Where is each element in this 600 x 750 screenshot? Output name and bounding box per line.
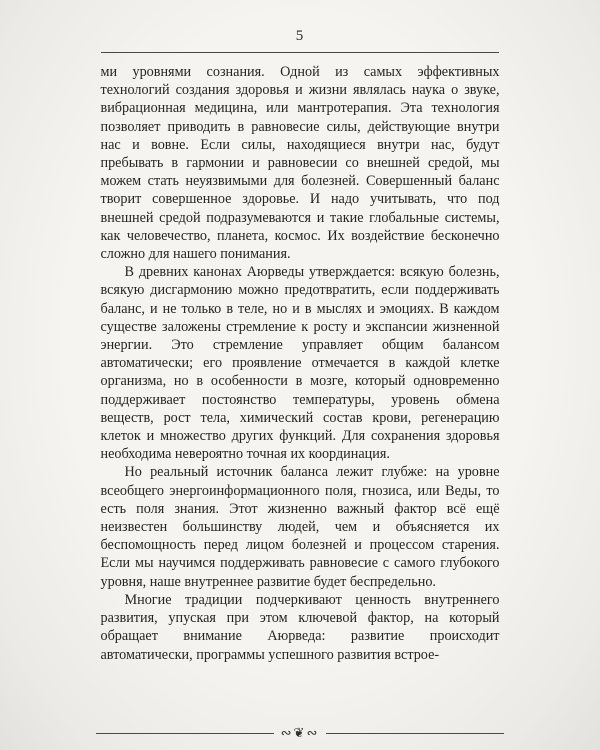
footer-rule-left bbox=[96, 733, 274, 734]
footer-ornament-row bbox=[96, 727, 504, 740]
paragraph: ми уровнями сознания. Одной из самых эффективных технологий создания здоровья и жизни являлась наука о звуке, вибрационная медицина, или мантротерапия. Эта технология позволяет приводить в равновесие силы, действующие внутри нас и вовне. Если силы, находящиеся внутри нас, будут пребывать в гармонии и равновесии со внешней средой, мы можем стать неуязвимыми для болезней. Совершенный баланс творит совершенное здоровье. И надо учитывать, что под внешней средой подразумеваются и такие глобальные системы, как человечество, планета, космос. Их воздействие бесконечно сложно для нашего понимания. bbox=[100, 64, 500, 263]
header-rule bbox=[101, 52, 499, 53]
paragraph: Но реальный источник баланса лежит глубже: на уровне всеобщего энергоинформационного поля, гнозиса, или Веды, то есть поля знания. Этот жизненно важный фактор всё ещё неизвестен большинству людей, чем и объясняется их беспомощность перед лицом болезней и процессом старения. Если мы научимся поддерживать равновесие с самого глубокого уровня, наше внутреннее развитие будет беспредельно. bbox=[100, 464, 500, 590]
body-text bbox=[101, 63, 500, 664]
floral-ornament-icon: ∾❦∾ bbox=[280, 726, 320, 741]
paragraph: В древних канонах Аюрведы утверждается: всякую болезнь, всякую дисгармонию можно предотвратить, если поддерживать баланс, и не только в теле, но и в мыслях и эмоциях. В каждом существе заложены стремление к росту и экспансии жизненной энергии. Это стремление управляет общим балансом автоматически; его проявление отмечается в каждой клетке организма, но в особенности в мозге, который одновременно поддерживает постоянство температуры, уровень обмена веществ, рост тела, химический состав крови, регенерацию клеток и множество других функций. Для сохранения здоровья необходима невероятно точная их координация. bbox=[100, 264, 500, 463]
paragraph: Многие традиции подчеркивают ценность внутреннего развития, упуская при этом ключевой фактор, на который обращает внимание Аюрведа: развитие происходит автоматически, программы успешного развития встрое- bbox=[100, 591, 500, 663]
footer-rule-right bbox=[326, 733, 504, 734]
page-number: 5 bbox=[295, 28, 305, 44]
page-footer bbox=[0, 727, 600, 740]
